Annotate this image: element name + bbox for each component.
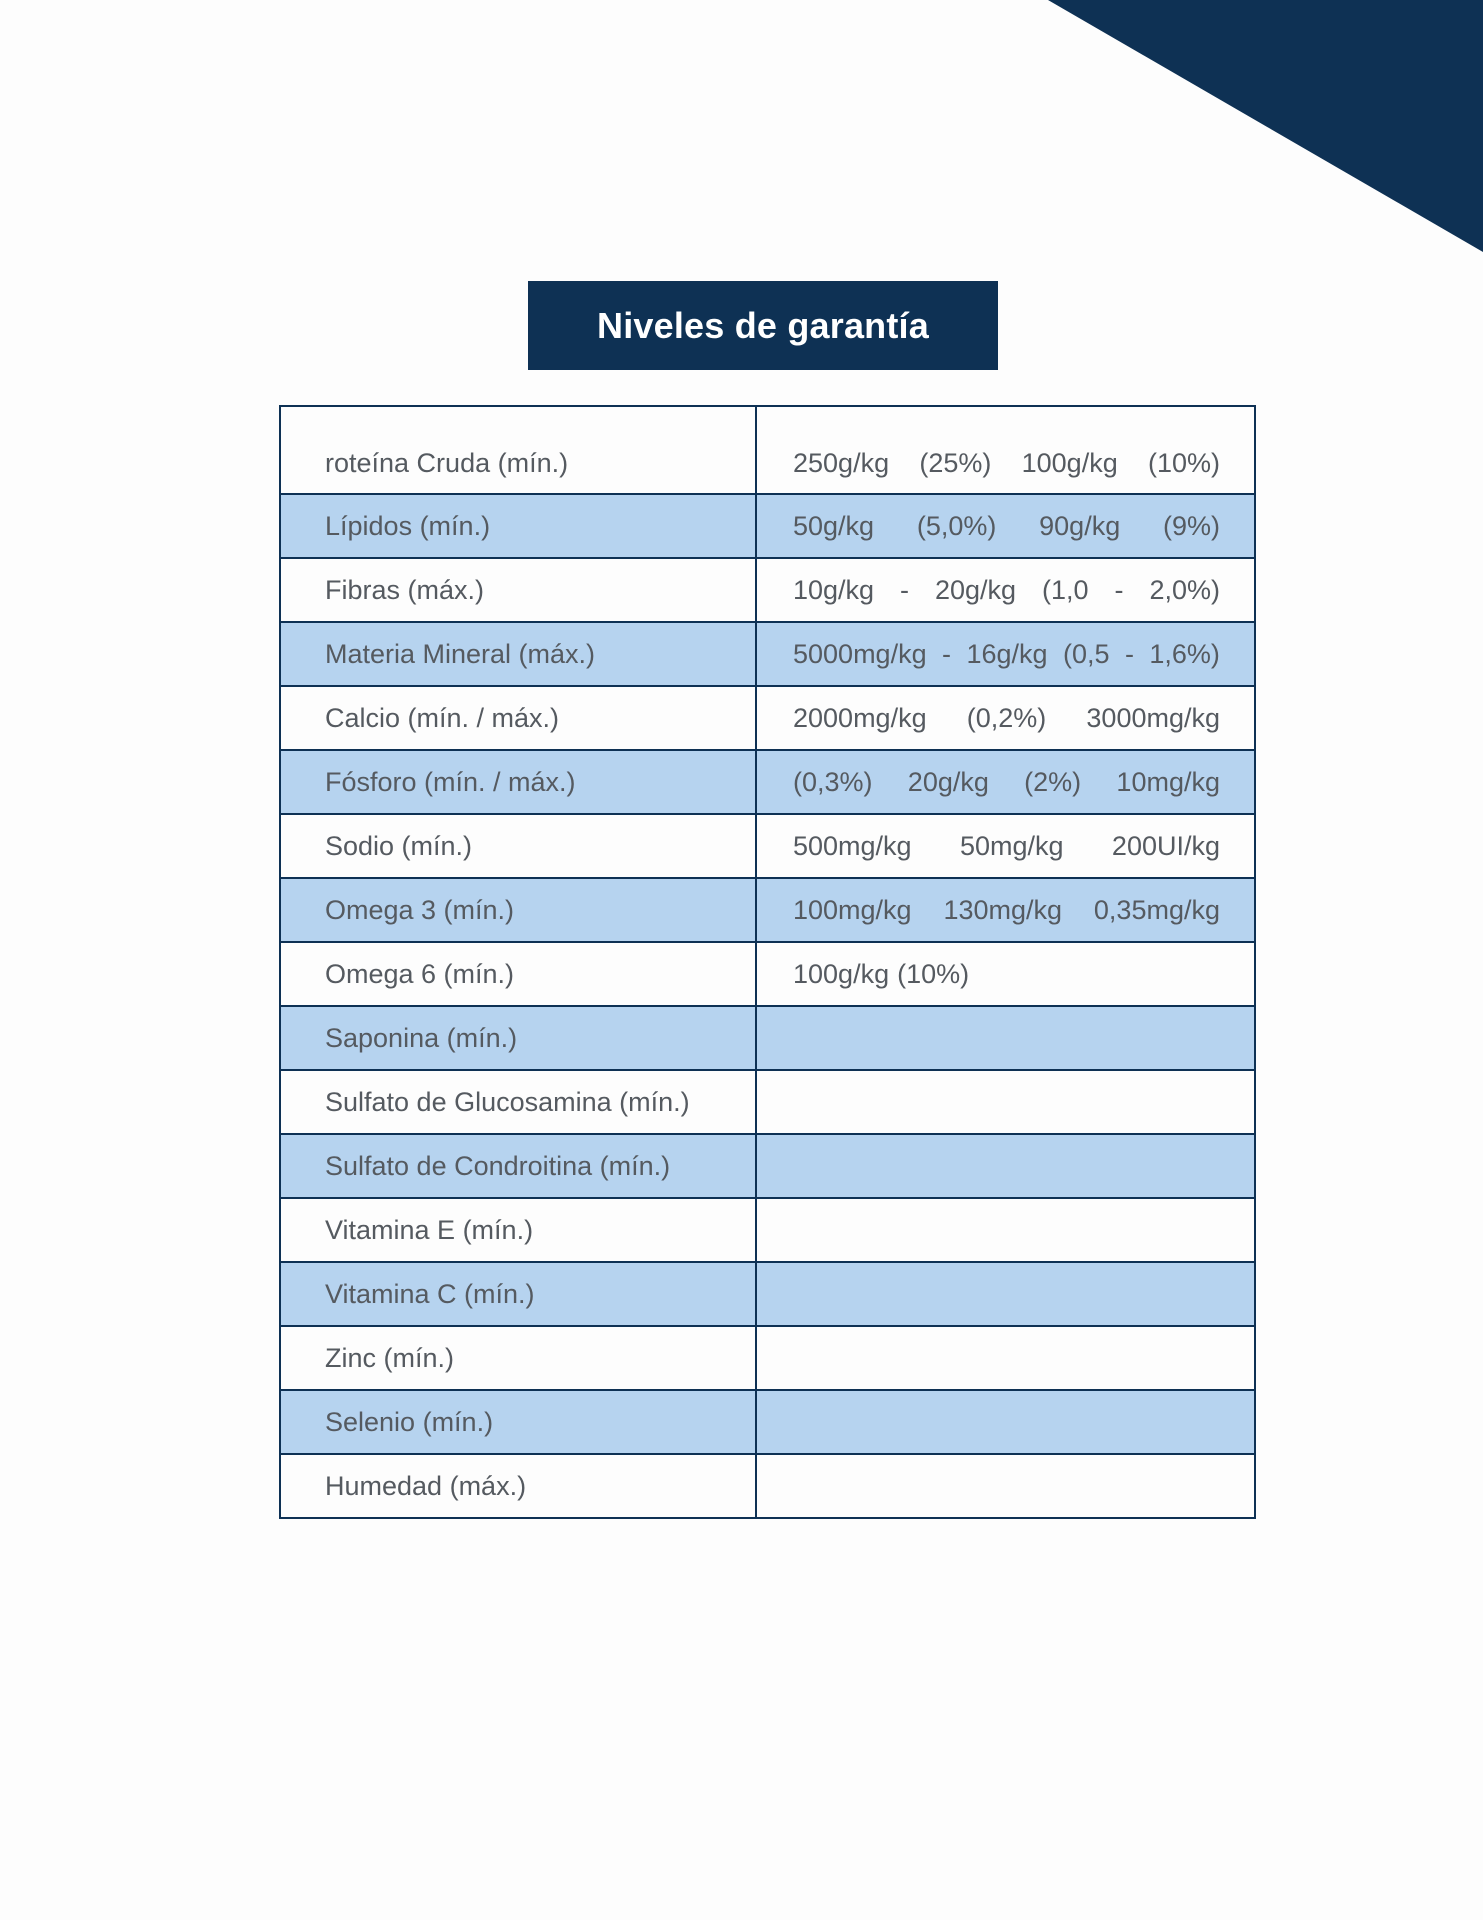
- nutrient-value: [756, 814, 1255, 878]
- guarantee-table-container: [279, 405, 1256, 1519]
- table-row: [280, 1006, 1255, 1070]
- nutrient-value: [756, 1326, 1255, 1390]
- nutrient-value-text: 100mg/kg 130mg/kg 0,35mg/kg: [793, 894, 1220, 925]
- nutrient-label: Sodio (mín.): [280, 814, 756, 878]
- table-row: [280, 1454, 1255, 1518]
- table-row: [280, 406, 1255, 494]
- table-row: [280, 622, 1255, 686]
- nutrient-value-text: 100g/kg (10%): [793, 958, 970, 989]
- nutrient-value: [756, 1262, 1255, 1326]
- table-row: [280, 558, 1255, 622]
- guarantee-table: [279, 405, 1256, 1519]
- table-row: [280, 1326, 1255, 1390]
- table-row: [280, 1390, 1255, 1454]
- nutrient-value-text: 5000mg/kg - 16g/kg (0,5 - 1,6%): [793, 638, 1220, 669]
- nutrient-label: Zinc (mín.): [280, 1326, 756, 1390]
- nutrient-value: [756, 494, 1255, 558]
- nutrient-label: Vitamina C (mín.): [280, 1262, 756, 1326]
- table-row: [280, 686, 1255, 750]
- corner-triangle: [1048, 0, 1483, 252]
- nutrient-value: [756, 1454, 1255, 1518]
- nutrient-label: Saponina (mín.): [280, 1006, 756, 1070]
- nutrient-label: Lípidos (mín.): [280, 494, 756, 558]
- nutrient-value: [756, 622, 1255, 686]
- nutrient-value: [756, 1390, 1255, 1454]
- nutrient-value-text: (0,3%) 20g/kg (2%) 10mg/kg: [793, 766, 1220, 797]
- nutrient-value: [756, 558, 1255, 622]
- nutrient-label: Fibras (máx.): [280, 558, 756, 622]
- nutrient-value-text: 50g/kg (5,0%) 90g/kg (9%): [793, 510, 1220, 541]
- nutrient-value: [756, 1134, 1255, 1198]
- nutrient-value-text: 2000mg/kg (0,2%) 3000mg/kg: [793, 702, 1220, 733]
- nutrient-value: [756, 1198, 1255, 1262]
- nutrient-label: Calcio (mín. / máx.): [280, 686, 756, 750]
- nutrient-label: roteína Cruda (mín.): [280, 406, 756, 494]
- nutrient-value-text: 500mg/kg 50mg/kg 200UI/kg: [793, 830, 1220, 861]
- table-row: [280, 814, 1255, 878]
- table-row: [280, 1134, 1255, 1198]
- nutrient-value: [756, 406, 1255, 494]
- nutrient-value: [756, 1070, 1255, 1134]
- table-row: [280, 1198, 1255, 1262]
- table-row: [280, 942, 1255, 1006]
- nutrient-label: Sulfato de Glucosamina (mín.): [280, 1070, 756, 1134]
- nutrient-value-text: 250g/kg (25%) 100g/kg (10%): [793, 448, 1220, 478]
- nutrient-label: Materia Mineral (máx.): [280, 622, 756, 686]
- nutrient-label: Selenio (mín.): [280, 1390, 756, 1454]
- nutrient-value-text: 10g/kg - 20g/kg (1,0 - 2,0%): [793, 574, 1220, 605]
- table-row: [280, 878, 1255, 942]
- nutrient-value: [756, 686, 1255, 750]
- nutrient-label: Sulfato de Condroitina (mín.): [280, 1134, 756, 1198]
- nutrient-value: [756, 942, 1255, 1006]
- nutrient-label: Humedad (máx.): [280, 1454, 756, 1518]
- nutrient-label: Vitamina E (mín.): [280, 1198, 756, 1262]
- table-row: [280, 1262, 1255, 1326]
- table-row: [280, 494, 1255, 558]
- nutrient-value: [756, 750, 1255, 814]
- table-row: [280, 750, 1255, 814]
- nutrient-label: Omega 6 (mín.): [280, 942, 756, 1006]
- page-title: Niveles de garantía: [528, 281, 998, 370]
- nutrient-label: Fósforo (mín. / máx.): [280, 750, 756, 814]
- corner-decoration: [0, 0, 1483, 260]
- nutrient-value: [756, 878, 1255, 942]
- nutrient-label: Omega 3 (mín.): [280, 878, 756, 942]
- table-row: [280, 1070, 1255, 1134]
- nutrient-value: [756, 1006, 1255, 1070]
